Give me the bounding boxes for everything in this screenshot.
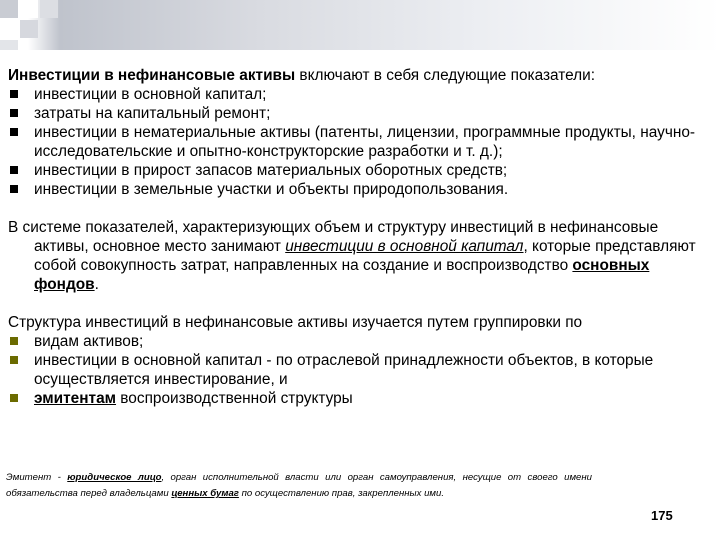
section1-intro [8,66,708,85]
section2-paragraph [8,218,708,294]
list-item-text: затраты на капитальный ремонт; [34,105,271,122]
list-item [8,104,708,123]
section2-text: В системе показателей, характеризующих объем и структуру инвестиций в нефинансовые активы, основное место занимают [8,219,659,255]
square-bullet-icon [8,332,34,351]
footnote-text: Эмитент - [6,472,68,483]
spacer [8,199,708,218]
issuers-link[interactable]: эмитентам [34,390,117,407]
header-band [0,0,720,50]
page-number: 175 [651,508,673,523]
decor-square [20,0,38,18]
list-item [8,389,708,408]
decor-square [20,20,38,38]
header-divider [0,50,720,52]
list-item [8,123,708,161]
list-item [8,351,708,389]
decorative-squares [0,0,60,50]
list-item [8,180,708,199]
square-bullet-icon [8,85,34,104]
list-item-text: видам активов; [34,333,144,350]
securities-link[interactable]: ценных бумаг [171,488,239,499]
section1-intro-rest: включают в себя следующие показатели: [295,67,596,84]
square-bullet-icon [8,389,34,408]
section3-intro: Структура инвестиций в нефинансовые активы изучается путем группировки по [8,314,583,331]
list-item [8,85,708,104]
decor-square [0,40,18,50]
footnote-text: , орган исполнительной власти или орган самоуправления, несущие от своего имени обязательства перед владельцами [6,472,592,499]
square-bullet-icon [8,351,34,370]
list-item [8,332,708,351]
list-item-text: инвестиции в земельные участки и объекты природопользования. [34,181,509,198]
list-item [8,161,708,180]
list-item-text: инвестиции в прирост запасов материальных оборотных средств; [34,162,508,179]
list-item-text: инвестиции в основной капитал - по отраслевой принадлежности объектов, в которые осуществляется инвестирование, и [34,352,654,388]
slide-content [8,66,708,408]
section3-list [8,332,708,408]
list-item-text: инвестиции в основной капитал; [34,86,267,103]
square-bullet-icon [8,161,34,180]
legal-entity-link[interactable]: юридическое лицо [67,472,162,483]
list-item-text: воспроизводственной структуры [116,390,353,407]
section2-italic-term: инвестиции в основной капитал [285,238,524,255]
spacer [8,294,708,313]
decor-square [0,20,18,38]
fixed-assets-link[interactable]: основных фондов [34,257,650,293]
decor-square [0,0,18,18]
footnote [6,470,592,502]
square-bullet-icon [8,180,34,199]
square-bullet-icon [8,104,34,123]
section1-list [8,85,708,199]
square-bullet-icon [8,123,34,142]
list-item-text: инвестиции в нематериальные активы (патенты, лицензии, программные продукты, научно-исследовательские и опытно-конструкторские разработки и т. д.); [34,124,696,160]
decor-square [40,0,58,18]
section1-intro-bold: Инвестиции в нефинансовые активы [8,67,296,84]
footnote-text: по осуществлению прав, закрепленных ими. [238,488,444,499]
section2-text: , которые представляют собой совокупность затрат, направленных на создание и воспроизводство [34,238,696,274]
section2-text: . [94,276,99,293]
